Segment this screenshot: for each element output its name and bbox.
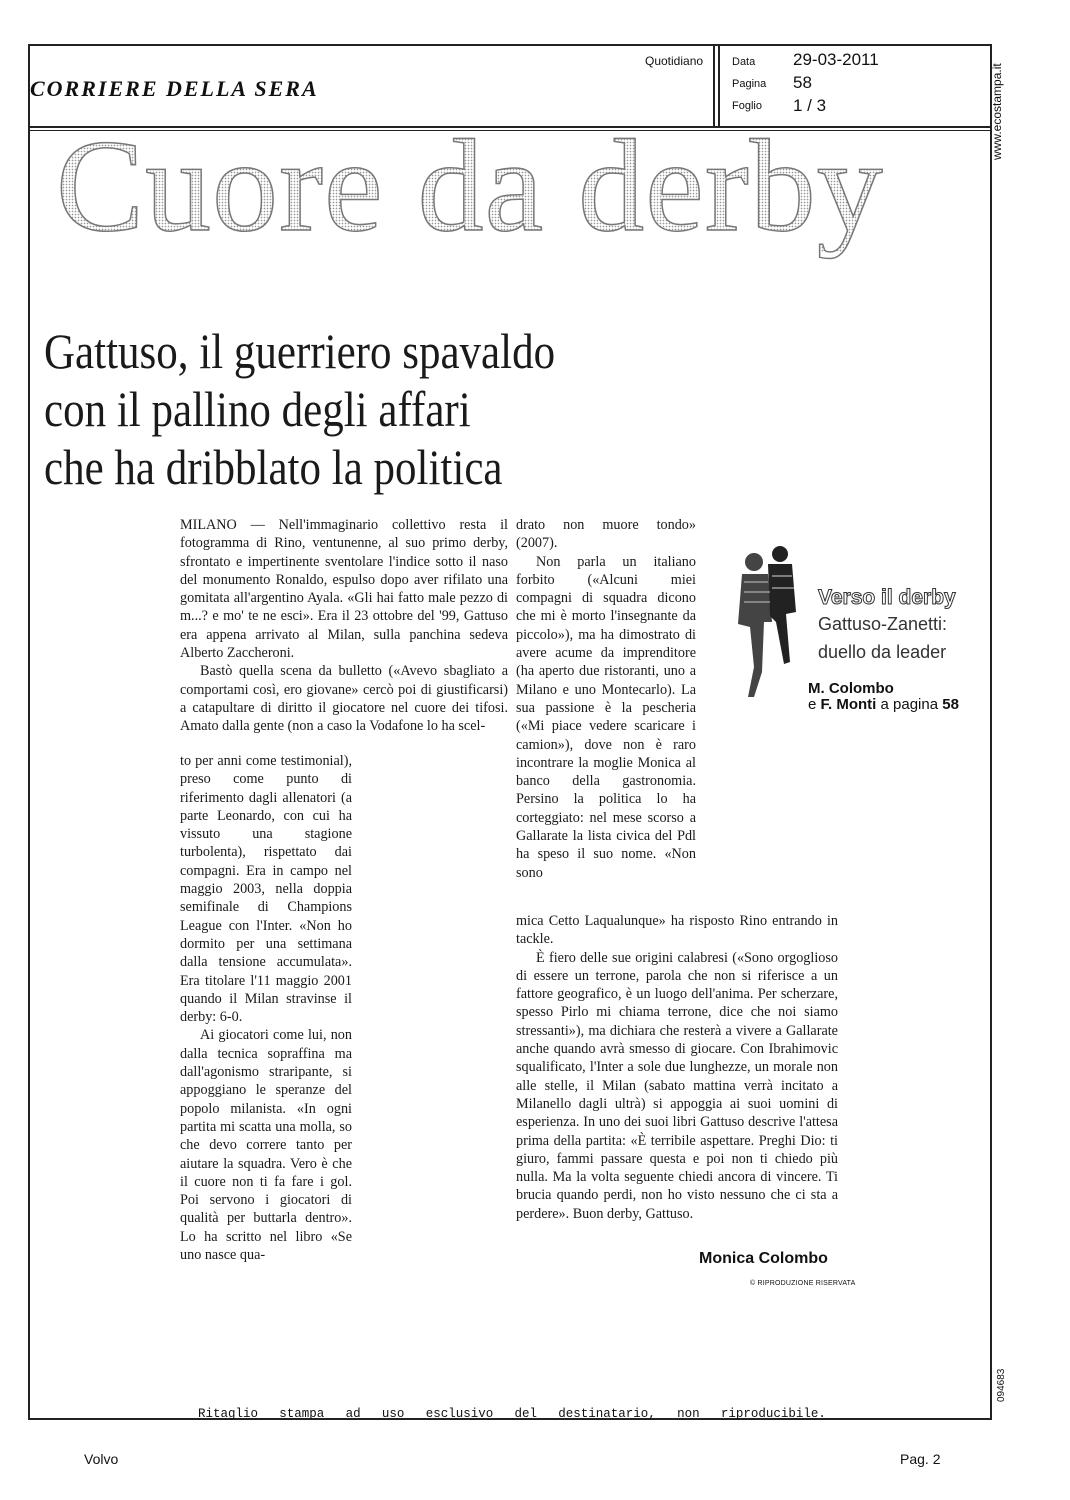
paragraph: to per anni come testimonial), preso come punto di riferimento dagli allenatori (a parte Leonardo, con cui ha vissuto una stagione turbolenta), rispettato dai compagni. Era in campo nel maggio 2003, nella doppia semifinale di Champions League con l'Inter. «Non ho dormito per una settimana dalla tensione accumulata». Era titolare l'11 maggio 2001 quando il Milan stravinse il derby: 6-0.: [180, 753, 352, 1026]
clipping-notice: [198, 1407, 826, 1421]
body-column-2-wide: [516, 912, 838, 1223]
paragraph: drato non muore tondo» (2007).: [516, 517, 696, 552]
byline: Monica Colombo: [699, 1250, 828, 1267]
notice-word: destinatario,: [558, 1407, 656, 1421]
promo-author: F. Monti: [820, 696, 877, 713]
notice-word: del: [514, 1407, 537, 1421]
notice-word: uso: [381, 1407, 405, 1421]
rights-notice: © RIPRODUZIONE RISERVATA: [750, 1280, 856, 1287]
paragraph: mica Cetto Laqualunque» ha risposto Rino entrando in tackle.: [516, 913, 838, 948]
footer-client: Volvo: [84, 1451, 119, 1467]
promo-reference: [808, 696, 959, 713]
notice-word: stampa: [279, 1407, 325, 1421]
masthead: CORRIERE DELLA SERA: [30, 76, 319, 101]
promo-title: Verso il derby: [818, 586, 956, 609]
headline-line: Gattuso, il guerriero spavaldo: [44, 323, 556, 379]
promo-subtitle: duello da leader: [818, 642, 947, 662]
section-kicker: Cuore da derby: [56, 112, 884, 259]
page-label: Pagina: [732, 78, 767, 90]
promo-page-number: 58: [942, 696, 959, 713]
publication-type: Quotidiano: [645, 54, 704, 68]
date-label: Data: [732, 56, 756, 68]
players-photo: [724, 532, 804, 702]
promo-conj: e: [808, 696, 821, 713]
paragraph: Bastò quella scena da bulletto («Avevo sbagliato a comportami così, ero giovane» cercò poi di giustificarsi) a catapultare di diritto il giocatore nel cuore dei tifosi. Amato dalla gente (non a caso la Vodafone lo ha scel-: [180, 663, 508, 735]
notice-word: non: [677, 1407, 700, 1421]
paragraph: Non parla un italiano forbito («Alcuni miei compagni di squadra dicono che mi è morto l'insegnante da piccolo»), ma ha dimostrato di avere acume da imprenditore (ha aperto due ristoranti, uno a Milano e uno Montecarlo). La sua passione è la pescheria («Mi piace vedere scaricare i camion»), dove non è raro incontrare la moglie Monica al banco della gastronomia. Persino la politica lo ha corteggiato: nel mese scorso a Gallarate la lista civica del Pdl ha speso il suo nome. «Non sono: [516, 553, 696, 881]
headline-line: con il pallino degli affari: [44, 381, 471, 437]
body-column-1: [180, 516, 508, 736]
page-value: 58: [793, 73, 812, 92]
paragraph: Ai giocatori come lui, non dalla tecnica sopraffina ma dall'agonismo straripante, si appoggiano le speranze del popolo milanista. «In ogni partita mi scatta una molla, so che devo correre tanto per aiutare la squadra. Vero è che il cuore non ti fa fare i gol. Poi servono i giocatori di qualità per buttarla dentro». Lo ha scritto nel libro «Se uno nasce qua-: [180, 1027, 352, 1264]
notice-word: ad: [345, 1407, 361, 1421]
body-column-2: [516, 516, 696, 882]
headline-line: che ha dribblato la politica: [44, 439, 503, 495]
sheet-value: 1 / 3: [793, 96, 827, 115]
notice-word: esclusivo: [425, 1407, 494, 1421]
date-value: 29-03-2011: [793, 50, 879, 69]
source-website: www.ecostampa.it: [990, 63, 1004, 160]
clipping-code: 094683: [996, 1368, 1007, 1402]
promo-page-text: a pagina: [876, 696, 943, 713]
promo-subtitle: Gattuso-Zanetti:: [818, 614, 948, 634]
paragraph: È fiero delle sue origini calabresi («Sono orgoglioso di essere un terrone, parola che non si riferisce a un fattore geografico, è un luogo dell'anima. Per scherzare, spesso Pirlo mi chiama terrone, dice che noi siamo stressanti»), ma dichiara che resterà a vivere a Gallarate anche quando avrà smesso di giocare. Con Ibrahimovic squalificato, l'Inter a sole due lunghezze, un morale non alle stelle, il Milan (sabato mattina verrà incitato a Milanello dagli ultrà) si appoggia ai suoi uomini di esperienza. In uno dei suoi libri Gattuso descrive l'attesa prima della partita: «È terribile aspettare. Preghi Dio: ti giuro, fammi passare questa e poi non ti chiedo più nulla. Ma la volta seguente chiedi ancora di vincere. Ti brucia quando perdi, non ho visto nessuno che ci sta a perdere». Buon derby, Gattuso.: [516, 949, 838, 1222]
headline: [44, 322, 744, 496]
promo-author: M. Colombo: [808, 680, 894, 697]
sheet-label: Foglio: [732, 100, 762, 112]
notice-word: riproducibile.: [720, 1407, 826, 1421]
body-column-1-narrow: [180, 752, 352, 1264]
notice-word: Ritaglio: [198, 1407, 259, 1421]
paragraph: MILANO — Nell'immaginario collettivo resta il fotogramma di Rino, ventunenne, al suo primo derby, sfrontato e impertinente sventolare l'indice sotto il naso del monumento Ronaldo, espulso dopo aver rifilato una gomitata all'argentino Ayala. «Gli hai fatto male pezzo di m...? e mo' te ne esci». Era il 23 ottobre del '99, Gattuso era appena arrivato al Milan, sulla panchina sedeva Alberto Zaccheroni.: [180, 517, 508, 662]
footer-page-number: Pag. 2: [900, 1451, 941, 1467]
